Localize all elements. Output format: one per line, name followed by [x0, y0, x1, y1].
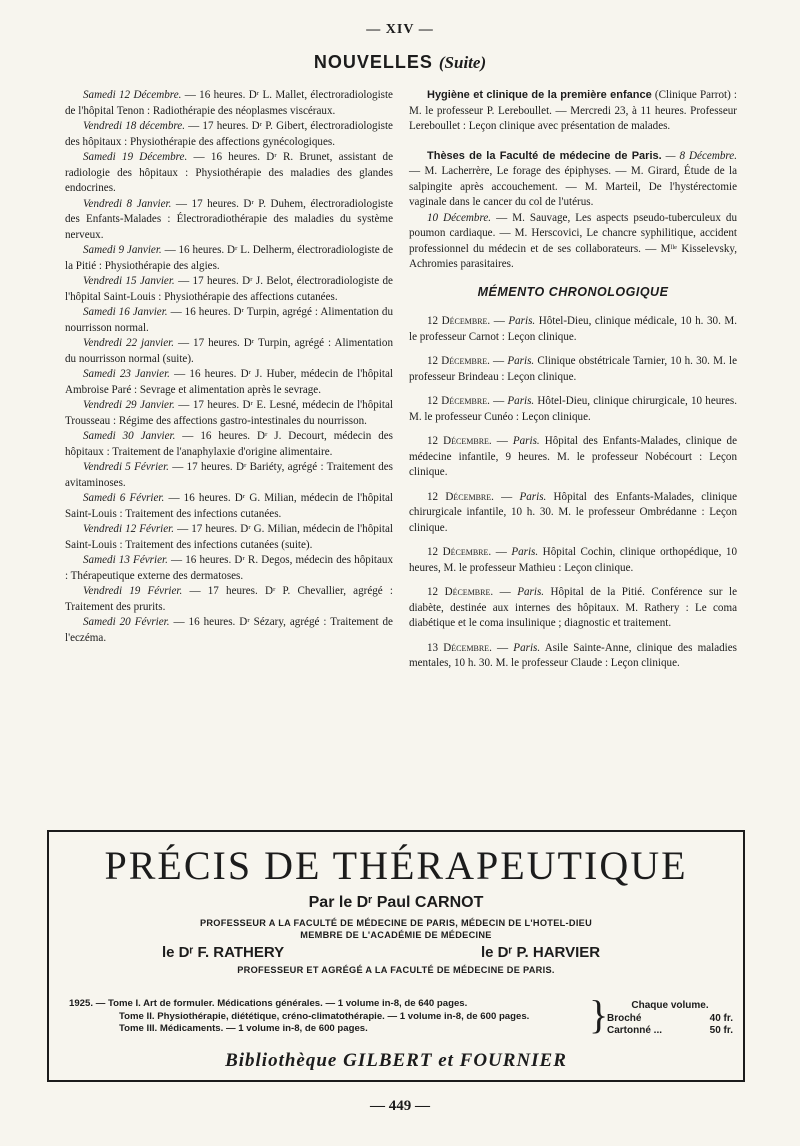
memento-city: Paris.: [513, 641, 541, 654]
hygiene-paragraph: [409, 88, 737, 135]
memento-list: [409, 314, 737, 672]
lecture-text: — 17 heures. Dʳ P. Gibert, électroradiologiste des hôpitaux : Physiothérapie des affections gynécologiques.: [65, 120, 393, 148]
memento-text: Hôpital des Enfants-Malades, clinique de médecine infantile, 9 heures. M. le professeur Nobécourt : Leçon clinique.: [409, 435, 738, 478]
ad-credentials-3: PROFESSEUR ET AGRÉGÉ A LA FACULTÉ DE MÉDECINE DE PARIS.: [237, 965, 555, 975]
memento-city: Paris.: [507, 395, 535, 407]
lecture-entry: [65, 119, 393, 150]
ad-tome-3-text: Tome III. Médicaments. — 1 volume in-8, de 600 pages.: [119, 1023, 368, 1034]
lecture-date: Samedi 19 Décembre.: [83, 151, 188, 163]
ad-coauthor-2: le Dʳ P. HARVIER: [481, 944, 601, 961]
memento-text: Clinique obstétricale Tarnier, 10 h. 30. M. le professeur Brindeau : Leçon clinique.: [409, 355, 737, 383]
memento-city: Paris.: [507, 355, 535, 367]
ad-year: 1925.: [69, 998, 94, 1009]
lecture-entry: [65, 274, 393, 305]
ad-cartonne-label: Cartonné ...: [607, 1025, 663, 1036]
right-column: [409, 88, 737, 681]
lecture-text: — 17 heures. Dʳ P. Chevallier, agrégé : Traitement des prurits.: [65, 585, 393, 613]
lecture-entry: [65, 150, 393, 197]
memento-day: 12 Décembre.: [427, 315, 491, 327]
memento-text: Asile Sainte-Anne, clinique des maladies mentales, 10 h. 30. M. le professeur Claude : Leçon clinique.: [409, 641, 737, 669]
lecture-entry: [65, 429, 393, 460]
left-column: [65, 88, 393, 646]
memento-city: Paris.: [511, 546, 539, 558]
ad-tome-2-text: Tome II. Physiothérapie, diététique, créno-climatothérapie. — 1 volume in-8, de 600 pages.: [119, 1010, 530, 1022]
lecture-entry: [65, 584, 393, 615]
lecture-date: Vendredi 22 janvier.: [83, 337, 175, 349]
lecture-text: — 17 heures. Dʳ E. Lesné, médecin de l'hôpital Trousseau : Régime des affections gastro-intestinales du nourrisson.: [65, 399, 393, 427]
lecture-entry: [65, 491, 393, 522]
lecture-entry: [65, 398, 393, 429]
lecture-text: — 16 heures. Dʳ L. Delherm, électroradiologiste de la Pitié : Physiothérapie des algies.: [65, 244, 394, 272]
ad-prices: [607, 1000, 733, 1038]
lecture-text: — 16 heures. Dʳ R. Brunet, assistant de radiologie des hôpitaux : Physiothérapie des maladies des glandes endocrines.: [65, 151, 393, 194]
lecture-entry: [65, 197, 393, 244]
lecture-date: Vendredi 5 Février.: [83, 461, 169, 473]
ad-tome-1-text: — Tome I. Art de formuler. Médications générales. — 1 volume in-8, de 640 pages.: [95, 998, 468, 1009]
ad-broche-label: Broché: [607, 1012, 642, 1024]
memento-text: Hôtel-Dieu, clinique chirurgicale, 10 heures. M. le professeur Cunéo : Leçon clinique.: [409, 395, 737, 423]
lecture-entry: [65, 367, 393, 398]
lecture-entry: [65, 88, 393, 119]
memento-day: 12 Décembre.: [427, 435, 492, 447]
memento-city: Paris.: [512, 435, 540, 447]
lecture-text: — 16 heures. Dʳ J. Huber, médecin de l'hôpital Ambroise Paré : Sevrage et alimentation après le sevrage.: [65, 368, 393, 396]
lecture-date: Samedi 9 Janvier.: [83, 244, 162, 256]
heading-suffix: (Suite): [438, 53, 487, 72]
ad-coauthor-1: le Dʳ F. RATHERY: [162, 944, 285, 961]
lecture-date: Samedi 23 Janvier.: [83, 368, 170, 380]
memento-entry: 12 Décembre. — Paris. Hôtel-Dieu, clinique chirurgicale, 10 heures. M. le professeur Cunéo : Leçon clinique.: [409, 395, 737, 423]
lecture-text: — 16 heures. Dʳ J. Decourt, médecin des hôpitaux : Traitement de l'anaphylaxie d'origine alimentaire.: [65, 430, 393, 458]
lecture-entry: [65, 305, 393, 336]
memento-day: 12 Décembre.: [427, 395, 490, 407]
ad-price-cartonne: [607, 1025, 733, 1038]
ad-price-header: Chaque volume.: [631, 1000, 709, 1011]
lecture-text: — 17 heures. Dʳ Bariéty, agrégé : Traitement des avitaminoses.: [65, 461, 393, 489]
memento-entry: 12 Décembre. — Paris. Clinique obstétricale Tarnier, 10 h. 30. M. le professeur Brindeau : Leçon clinique.: [409, 355, 737, 383]
lecture-text: — 17 heures. Dʳ Turpin, agrégé : Alimentation du nourrisson normal (suite).: [65, 337, 393, 365]
lecture-text: — 16 heures. Dʳ Sézary, agrégé : Traitement de l'eczéma.: [65, 616, 393, 644]
lecture-text: — 17 heures. Dʳ G. Milian, médecin de l'hôpital Saint-Louis : Traitement des infections cutanées (suite).: [65, 523, 393, 551]
lecture-text: — 17 heures. Dʳ J. Belot, électroradiologiste de l'hôpital Saint-Louis : Physiothérapie des affections cutanées.: [65, 275, 393, 303]
ad-broche-price: 40 fr.: [709, 1012, 733, 1024]
memento-day: 12 Décembre.: [427, 490, 494, 503]
lecture-entry: [65, 522, 393, 553]
heading-title: NOUVELLES: [313, 52, 433, 72]
lecture-text: — 16 heures. Dʳ G. Milian, médecin de l'hôpital Saint-Louis : Traitement des infections cutanées.: [65, 492, 393, 520]
memento-entry: 12 Décembre. — Paris. Hôpital des Enfants-Malades, clinique de médecine infantile, 9 heures. M. le professeur Nobécourt : Leçon clinique.: [409, 435, 738, 478]
theses-title: Thèses de la Faculté de médecine de Paris.: [427, 149, 662, 162]
ad-tome-list: [69, 998, 529, 1036]
theses-text-1: — M. Lacherrère, Le forage des épiphyses. — M. Girard, Étude de la salpingite après accouchement. — M. Marteil, De l'hystérectomie vaginale dans le cancer du col de l'utérus.: [409, 165, 737, 208]
lecture-date: Samedi 16 Janvier.: [83, 306, 168, 318]
roman-page-number: — XIV —: [366, 22, 434, 37]
lecture-entry: [65, 460, 393, 491]
ad-byline: Par le Dʳ Paul CARNOT: [308, 894, 484, 911]
memento-city: Paris.: [517, 586, 545, 598]
memento-city: Paris.: [508, 315, 536, 327]
memento-city: Paris.: [519, 490, 547, 503]
memento-entry: 12 Décembre. — Paris. Hôpital Cochin, clinique orthopédique, 10 heures, M. le professeur Mathieu : Leçon clinique.: [409, 546, 737, 574]
theses-date-1: — 8 Décembre.: [661, 149, 737, 162]
lecture-date: Vendredi 19 Février.: [83, 585, 183, 597]
theses-paragraph-2: [409, 211, 737, 273]
lecture-date: Samedi 13 Février.: [83, 554, 168, 566]
ad-credentials-2: MEMBRE DE L'ACADÉMIE DE MÉDECINE: [300, 930, 492, 940]
memento-day: 12 Décembre.: [427, 586, 494, 598]
ad-publisher: Bibliothèque GILBERT et FOURNIER: [225, 1050, 567, 1071]
ad-brace: }: [589, 992, 609, 1037]
theses-date-2: 10 Décembre.: [427, 211, 492, 224]
lecture-date: Samedi 20 Février.: [83, 616, 170, 628]
lecture-entry: [65, 615, 393, 646]
ad-title: PRÉCIS DE THÉRAPEUTIQUE: [104, 843, 688, 888]
page-number: — 449 —: [370, 1098, 430, 1114]
memento-entry: 12 Décembre. — Paris. Hôpital des Enfants-Malades, clinique chirurgicale infantile, 10 h. 30. M. le professeur Ombrédanne : Leçon clinique.: [409, 490, 738, 534]
memento-text: Hôtel-Dieu, clinique médicale, 10 h. 30. M. le professeur Carnot : Leçon clinique.: [409, 315, 738, 343]
memento-day: 13 Décembre.: [427, 641, 492, 654]
lecture-text: — 16 heures. Dʳ Turpin, agrégé : Alimentation du nourrisson normal.: [65, 306, 393, 334]
lecture-entry: [65, 553, 393, 584]
memento-day: 12 Décembre.: [427, 546, 492, 558]
memento-entry: 12 Décembre. — Paris. Hôpital de la Pitié. Conférence sur le diabète, destinée aux internes des hôpitaux. M. Rathery : Le coma diabétique et le coma insulinique ; diagnostic et traitement.: [409, 586, 737, 629]
lecture-date: Samedi 30 Janvier.: [83, 430, 176, 442]
lecture-text: — 17 heures. Dʳ P. Duhem, électroradiologiste des Enfants-Malades : Électroradiothérapie des maladies du système nerveux.: [65, 197, 393, 241]
lecture-date: Vendredi 18 décembre.: [83, 120, 185, 132]
lecture-text: — 16 heures. Dʳ L. Mallet, électroradiologiste de l'hôpital Tenon : Radiothérapie des néoplasmes viscéraux.: [65, 89, 393, 117]
ad-cartonne-price: 50 fr.: [709, 1025, 733, 1036]
section-heading: [0, 52, 800, 73]
memento-text: Hôpital de la Pitié. Conférence sur le diabète, destinée aux internes des hôpitaux. M. Rathery : Le coma diabétique et le coma insulinique ; diagnostic et traitement.: [409, 586, 737, 629]
lecture-date: Samedi 12 Décembre.: [83, 89, 182, 101]
memento-title: MÉMENTO CHRONOLOGIQUE: [477, 284, 669, 299]
theses-text-2: — M. Sauvage, Les aspects pseudo-tuberculeux du poumon cardiaque. — M. Herscovici, Le chancre syphilitique, accident professionnel du médecin et de ses collaborateurs. — Mˡˡᵉ Kisselevsky, Achromies parasitaires.: [409, 211, 738, 270]
ad-tome-3: [69, 1023, 529, 1036]
ad-tome-2: [69, 1011, 529, 1024]
hygiene-title: Hygiène et clinique de la première enfance: [427, 89, 652, 101]
ad-tome-1: [69, 998, 529, 1011]
lecture-date: Vendredi 29 Janvier.: [83, 399, 175, 411]
lecture-date: Vendredi 15 Janvier.: [83, 275, 175, 287]
lecture-date: Vendredi 8 Janvier.: [83, 197, 172, 210]
lecture-date: Vendredi 12 Février.: [83, 523, 175, 535]
memento-text: Hôpital des Enfants-Malades, clinique chirurgicale infantile, 10 h. 30. M. le professeur Ombrédanne : Leçon clinique.: [409, 490, 738, 534]
lecture-entry: [65, 243, 393, 274]
advertisement-box: [47, 830, 745, 1082]
memento-entry: 13 Décembre. — Paris. Asile Sainte-Anne, clinique des maladies mentales, 10 h. 30. M. le professeur Claude : Leçon clinique.: [409, 641, 737, 669]
theses-paragraph: [409, 149, 737, 211]
lecture-date: Samedi 6 Février.: [83, 492, 165, 504]
ad-credentials-1: PROFESSEUR A LA FACULTÉ DE MÉDECINE DE PARIS, MÉDECIN DE L'HOTEL-DIEU: [199, 918, 593, 928]
hygiene-text: (Clinique Parrot) : M. le professeur P. Lereboullet. — Mercredi 23, à 11 heures. Professeur Lereboullet : Leçon clinique avec présentation de malades.: [409, 89, 737, 132]
memento-entry: 12 Décembre. — Paris. Hôtel-Dieu, clinique médicale, 10 h. 30. M. le professeur Carnot : Leçon clinique.: [409, 315, 738, 343]
ad-price-broche: [607, 1013, 733, 1026]
memento-day: 12 Décembre.: [427, 355, 490, 367]
memento-text: Hôpital Cochin, clinique orthopédique, 10 heures, M. le professeur Mathieu : Leçon clinique.: [409, 546, 737, 574]
lecture-text: — 16 heures. Dʳ R. Degos, médecin des hôpitaux : Thérapeutique externe des dermatoses.: [65, 554, 393, 582]
lecture-entry: [65, 336, 393, 367]
